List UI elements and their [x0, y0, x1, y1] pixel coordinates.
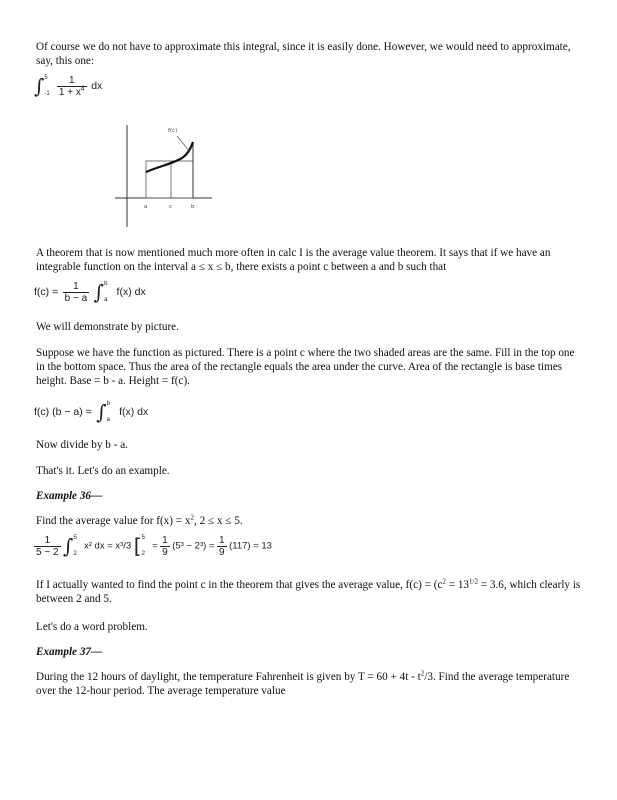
text-part: During the 12 hours of daylight, the temperature Fahrenheit is given by T = 60 + 4t - t: [36, 671, 421, 683]
example-36-solution: [34, 534, 272, 558]
fc-label: f(c): [168, 128, 178, 134]
ninth-fraction-2: [217, 535, 227, 558]
integral-sign: ∫: [93, 280, 105, 304]
integral-sign: ∫: [34, 74, 45, 98]
tick-c: c: [169, 204, 173, 210]
coefficient-fraction: [34, 535, 61, 558]
example-36-title: Example 36—: [36, 490, 103, 502]
integrand-fraction: [57, 75, 87, 98]
text-part: /3. Find the average temperature over the 12-hour period. The average temperature value: [36, 671, 570, 697]
fraction-numerator: 1: [63, 281, 90, 293]
upper-limit: 5: [44, 75, 48, 81]
label-pointer: [177, 136, 190, 152]
example-37-title: Example 37—: [36, 646, 103, 658]
prompt-text: Find the average value for f(x) = x: [36, 515, 191, 527]
fraction-numerator: 1: [57, 75, 87, 87]
fraction-denominator: [57, 87, 87, 98]
exponent: 2: [420, 669, 425, 678]
example-36-prompt: [36, 514, 584, 528]
average-value-equation: [34, 280, 146, 304]
lower-limit: a: [106, 417, 110, 423]
fraction-numerator: 1: [34, 535, 61, 547]
text-part: If I actually wanted to find the point c in the theorem that gives the average value, f(c) = (c: [36, 579, 443, 591]
demo-paragraph: We will demonstrate by picture.: [36, 321, 179, 333]
word-problem-paragraph: Let's do a word problem.: [36, 621, 148, 633]
fraction-denominator: 9: [219, 546, 225, 558]
lhs: f(c) (b − a) =: [34, 406, 92, 418]
fraction-numerator: 1: [219, 534, 225, 546]
integral-limits: [44, 75, 52, 97]
equals-sign: =: [152, 540, 158, 552]
lower-limit: 2: [73, 551, 77, 557]
example-37-paragraph: [36, 670, 584, 698]
denominator-base: 1 + x: [58, 86, 81, 98]
tick-a: a: [144, 204, 148, 210]
text-part: = 3.6, which clearly is between 2 and 5.: [36, 579, 581, 605]
prompt-interval: , 2 ≤ x ≤ 5.: [193, 515, 243, 527]
divide-paragraph: Now divide by b - a.: [36, 439, 128, 451]
exponent: 2: [442, 577, 446, 586]
integrand: f(x) dx: [116, 286, 146, 298]
integral-sign: ∫: [63, 534, 74, 558]
fraction-denominator: b − a: [64, 292, 88, 304]
bracket-lower: 2: [141, 551, 145, 557]
bracket-limits: [142, 535, 150, 557]
exponent: 1/2: [469, 577, 478, 586]
point-c-paragraph: [36, 578, 584, 606]
upper-limit: b: [104, 281, 108, 287]
upper-limit: b: [106, 401, 110, 407]
integrand: f(x) dx: [119, 406, 149, 418]
area-equation: [34, 400, 148, 424]
tick-b: b: [191, 204, 195, 210]
lhs: f(c) =: [34, 286, 59, 298]
fraction-numerator: 1: [162, 534, 168, 546]
denominator-exponent: 4: [80, 85, 85, 93]
integral-equation-1: [34, 74, 102, 98]
theorem-paragraph: A theorem that is now mentioned much more often in calc I is the average value theorem. It says that if we have an integrable function on the interval a ≤ x ≤ b, there exists a point c between a and b such that: [36, 247, 551, 273]
integral-sign: ∫: [96, 400, 107, 424]
evaluation-bracket: [: [133, 534, 142, 558]
integral-limits: [73, 535, 81, 557]
lower-limit: a: [104, 297, 108, 303]
integrand: x² dx = x³/3: [83, 540, 132, 552]
integral-limits: [107, 401, 115, 423]
coefficient-fraction: [63, 281, 90, 304]
average-value-figure: [112, 122, 212, 232]
fraction-denominator: 5 − 2: [36, 546, 59, 558]
upper-limit: 5: [73, 535, 77, 541]
text-part: = 13: [445, 579, 470, 591]
average-rectangle: [146, 161, 193, 198]
ninth-fraction-1: [160, 535, 170, 558]
differential: dx: [91, 80, 103, 92]
bracket-upper: 5: [141, 535, 145, 541]
intro-paragraph: Of course we do not have to approximate this integral, since it is easily done. However, we would need to approximate, say, this one:: [36, 41, 571, 67]
suppose-paragraph: Suppose we have the function as pictured. There is a point c where the two shaded areas are the same. Fill in the top one in the bottom space. Thus the area of the rectangle equals the area under the curve. Area of the rectangle is base times height. Base = b - a. Height = f(c).: [36, 347, 575, 387]
result: (117) = 13: [229, 540, 272, 552]
prompt-exponent: 2: [190, 513, 194, 522]
integral-limits: [104, 281, 112, 303]
thats-it-paragraph: That's it. Let's do an example.: [36, 465, 170, 477]
difference-of-cubes: (5³ − 2³) =: [172, 540, 215, 552]
fraction-denominator: 9: [162, 546, 168, 558]
lower-limit: -1: [44, 91, 50, 97]
